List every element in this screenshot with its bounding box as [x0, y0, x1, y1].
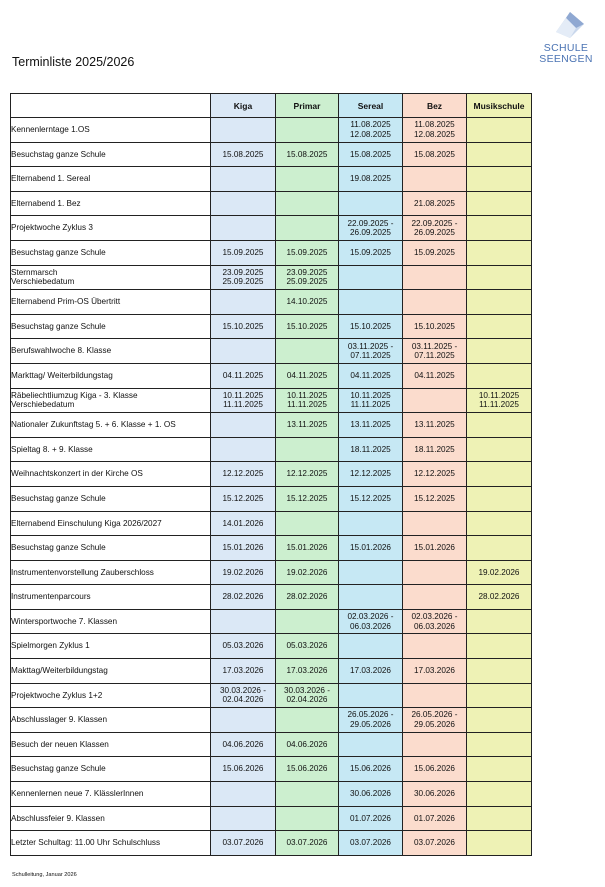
date-cell-sereal	[339, 290, 403, 315]
table-row	[11, 437, 532, 462]
date-cell-musik	[467, 240, 532, 265]
date-cell-bez: 03.11.2025 - 07.11.2025	[403, 339, 467, 364]
date-cell-musik	[467, 167, 532, 192]
table-row	[11, 708, 532, 733]
date-cell-primar	[276, 511, 339, 536]
schedule-table	[10, 93, 532, 856]
date-cell-primar	[276, 216, 339, 241]
date-cell-primar: 17.03.2026	[276, 659, 339, 684]
date-cell-primar: 15.06.2026	[276, 757, 339, 782]
table-row	[11, 782, 532, 807]
table-row	[11, 167, 532, 192]
date-cell-primar: 15.10.2025	[276, 314, 339, 339]
date-cell-bez	[403, 167, 467, 192]
event-cell: Elternabend 1. Sereal	[11, 167, 211, 192]
date-cell-bez: 17.03.2026	[403, 659, 467, 684]
date-cell-sereal: 15.06.2026	[339, 757, 403, 782]
table-row	[11, 290, 532, 315]
event-cell: Abschlussfeier 9. Klassen	[11, 806, 211, 831]
event-cell: Besuchstag ganze Schule	[11, 536, 211, 561]
date-cell-kiga: 30.03.2026 - 02.04.2026	[211, 683, 276, 708]
date-cell-musik	[467, 609, 532, 634]
table-row	[11, 757, 532, 782]
date-cell-primar	[276, 118, 339, 143]
date-cell-musik	[467, 290, 532, 315]
date-cell-musik	[467, 659, 532, 684]
date-cell-musik	[467, 191, 532, 216]
event-cell: Nationaler Zukunftstag 5. + 6. Klasse + 1. OS	[11, 413, 211, 438]
date-cell-primar	[276, 339, 339, 364]
header-event	[11, 94, 211, 118]
event-cell: Besuch der neuen Klassen	[11, 732, 211, 757]
date-cell-musik	[467, 511, 532, 536]
logo-graphic-icon	[554, 10, 586, 40]
date-cell-sereal: 15.08.2025	[339, 142, 403, 167]
date-cell-musik	[467, 782, 532, 807]
date-cell-sereal: 30.06.2026	[339, 782, 403, 807]
event-cell: Markttag/ Weiterbildungstag	[11, 363, 211, 388]
date-cell-kiga	[211, 118, 276, 143]
event-cell: Kennenlerntage 1.OS	[11, 118, 211, 143]
date-cell-musik	[467, 831, 532, 856]
date-cell-primar: 15.08.2025	[276, 142, 339, 167]
table-row	[11, 413, 532, 438]
date-cell-bez: 15.08.2025	[403, 142, 467, 167]
date-cell-bez: 18.11.2025	[403, 437, 467, 462]
date-cell-sereal: 01.07.2026	[339, 806, 403, 831]
date-cell-sereal: 03.07.2026	[339, 831, 403, 856]
date-cell-primar: 10.11.2025 11.11.2025	[276, 388, 339, 413]
date-cell-kiga: 23.09.2025 25.09.2025	[211, 265, 276, 290]
date-cell-musik	[467, 437, 532, 462]
date-cell-bez	[403, 265, 467, 290]
logo-text-line2: SEENGEN	[539, 53, 593, 65]
date-cell-sereal: 04.11.2025	[339, 363, 403, 388]
date-cell-kiga: 04.11.2025	[211, 363, 276, 388]
date-cell-primar: 12.12.2025	[276, 462, 339, 487]
date-cell-musik	[467, 339, 532, 364]
table-row	[11, 585, 532, 610]
date-cell-musik	[467, 462, 532, 487]
date-cell-kiga: 15.01.2026	[211, 536, 276, 561]
date-cell-kiga	[211, 167, 276, 192]
date-cell-bez: 13.11.2025	[403, 413, 467, 438]
footer-note: Schulleitung, Januar 2026	[12, 872, 77, 878]
table-row	[11, 486, 532, 511]
date-cell-primar: 15.01.2026	[276, 536, 339, 561]
event-cell: Besuchstag ganze Schule	[11, 142, 211, 167]
logo-text-line1: SCHULE	[543, 42, 589, 54]
event-cell: Projektwoche Zyklus 1+2	[11, 683, 211, 708]
date-cell-kiga: 15.10.2025	[211, 314, 276, 339]
date-cell-musik	[467, 536, 532, 561]
header-musikschule: Musikschule	[467, 94, 532, 118]
date-cell-sereal	[339, 191, 403, 216]
date-cell-bez: 21.08.2025	[403, 191, 467, 216]
date-cell-primar: 13.11.2025	[276, 413, 339, 438]
table-row	[11, 732, 532, 757]
date-cell-sereal	[339, 511, 403, 536]
date-cell-primar	[276, 708, 339, 733]
date-cell-bez	[403, 290, 467, 315]
event-cell: Projektwoche Zyklus 3	[11, 216, 211, 241]
date-cell-musik	[467, 413, 532, 438]
date-cell-primar	[276, 191, 339, 216]
date-cell-sereal: 11.08.2025 12.08.2025	[339, 118, 403, 143]
date-cell-primar: 04.06.2026	[276, 732, 339, 757]
event-cell: Spielmorgen Zyklus 1	[11, 634, 211, 659]
date-cell-bez: 26.05.2026 - 29.05.2026	[403, 708, 467, 733]
date-cell-musik	[467, 806, 532, 831]
date-cell-musik	[467, 683, 532, 708]
table-row	[11, 634, 532, 659]
event-cell: Elternabend Prim-OS Übertritt	[11, 290, 211, 315]
table-row	[11, 265, 532, 290]
date-cell-sereal	[339, 560, 403, 585]
date-cell-kiga	[211, 290, 276, 315]
table-row	[11, 314, 532, 339]
date-cell-musik	[467, 634, 532, 659]
date-cell-bez	[403, 634, 467, 659]
date-cell-primar	[276, 167, 339, 192]
date-cell-sereal: 22.09.2025 - 26.09.2025	[339, 216, 403, 241]
date-cell-kiga: 10.11.2025 11.11.2025	[211, 388, 276, 413]
date-cell-bez	[403, 683, 467, 708]
date-cell-sereal: 18.11.2025	[339, 437, 403, 462]
date-cell-sereal: 19.08.2025	[339, 167, 403, 192]
table-row	[11, 191, 532, 216]
event-cell: Spieltag 8. + 9. Klasse	[11, 437, 211, 462]
event-cell: Besuchstag ganze Schule	[11, 240, 211, 265]
date-cell-bez: 03.07.2026	[403, 831, 467, 856]
event-cell: Elternabend 1. Bez	[11, 191, 211, 216]
date-cell-sereal: 10.11.2025 11.11.2025	[339, 388, 403, 413]
date-cell-bez: 15.01.2026	[403, 536, 467, 561]
date-cell-musik	[467, 363, 532, 388]
event-cell: Räbeliechtliumzug Kiga - 3. Klasse Verschiebedatum	[11, 388, 211, 413]
date-cell-bez: 15.09.2025	[403, 240, 467, 265]
date-cell-primar: 03.07.2026	[276, 831, 339, 856]
date-cell-primar: 23.09.2025 25.09.2025	[276, 265, 339, 290]
date-cell-bez: 30.06.2026	[403, 782, 467, 807]
table-row	[11, 462, 532, 487]
date-cell-bez	[403, 388, 467, 413]
date-cell-kiga	[211, 806, 276, 831]
date-cell-primar: 19.02.2026	[276, 560, 339, 585]
event-cell: Abschlusslager 9. Klassen	[11, 708, 211, 733]
event-cell: Letzter Schultag: 11.00 Uhr Schulschluss	[11, 831, 211, 856]
date-cell-bez: 15.12.2025	[403, 486, 467, 511]
date-cell-bez: 04.11.2025	[403, 363, 467, 388]
date-cell-kiga: 15.09.2025	[211, 240, 276, 265]
event-cell: Kennenlernen neue 7. KlässlerInnen	[11, 782, 211, 807]
date-cell-sereal: 13.11.2025	[339, 413, 403, 438]
table-row	[11, 240, 532, 265]
date-cell-musik	[467, 708, 532, 733]
event-cell: Instrumentenvorstellung Zauberschloss	[11, 560, 211, 585]
date-cell-musik: 19.02.2026	[467, 560, 532, 585]
date-cell-sereal: 02.03.2026 - 06.03.2026	[339, 609, 403, 634]
date-cell-kiga	[211, 708, 276, 733]
event-cell: Besuchstag ganze Schule	[11, 757, 211, 782]
date-cell-musik	[467, 142, 532, 167]
table-row	[11, 118, 532, 143]
date-cell-primar: 15.09.2025	[276, 240, 339, 265]
date-cell-primar	[276, 806, 339, 831]
date-cell-sereal: 17.03.2026	[339, 659, 403, 684]
date-cell-sereal	[339, 634, 403, 659]
date-cell-bez: 22.09.2025 - 26.09.2025	[403, 216, 467, 241]
table-row	[11, 609, 532, 634]
date-cell-primar: 30.03.2026 - 02.04.2026	[276, 683, 339, 708]
table-row	[11, 806, 532, 831]
date-cell-musik	[467, 314, 532, 339]
date-cell-kiga: 04.06.2026	[211, 732, 276, 757]
date-cell-kiga	[211, 782, 276, 807]
header-sereal: Sereal	[339, 94, 403, 118]
date-cell-primar	[276, 609, 339, 634]
table-row	[11, 142, 532, 167]
header-kiga: Kiga	[211, 94, 276, 118]
header-primar: Primar	[276, 94, 339, 118]
date-cell-bez	[403, 585, 467, 610]
table-row	[11, 216, 532, 241]
date-cell-bez: 01.07.2026	[403, 806, 467, 831]
table-row	[11, 363, 532, 388]
date-cell-musik	[467, 265, 532, 290]
date-cell-kiga: 17.03.2026	[211, 659, 276, 684]
date-cell-sereal	[339, 732, 403, 757]
date-cell-primar: 28.02.2026	[276, 585, 339, 610]
date-cell-primar: 04.11.2025	[276, 363, 339, 388]
table-row	[11, 831, 532, 856]
table-row	[11, 511, 532, 536]
date-cell-sereal: 12.12.2025	[339, 462, 403, 487]
table-row	[11, 536, 532, 561]
date-cell-kiga	[211, 191, 276, 216]
event-cell: Elternabend Einschulung Kiga 2026/2027	[11, 511, 211, 536]
date-cell-sereal: 15.09.2025	[339, 240, 403, 265]
table-row	[11, 388, 532, 413]
date-cell-bez	[403, 560, 467, 585]
date-cell-kiga	[211, 609, 276, 634]
date-cell-bez: 11.08.2025 12.08.2025	[403, 118, 467, 143]
date-cell-primar: 14.10.2025	[276, 290, 339, 315]
date-cell-musik	[467, 757, 532, 782]
date-cell-bez	[403, 732, 467, 757]
date-cell-primar: 05.03.2026	[276, 634, 339, 659]
date-cell-musik	[467, 732, 532, 757]
date-cell-sereal: 15.01.2026	[339, 536, 403, 561]
date-cell-musik: 10.11.2025 11.11.2025	[467, 388, 532, 413]
date-cell-kiga: 19.02.2026	[211, 560, 276, 585]
date-cell-musik: 28.02.2026	[467, 585, 532, 610]
event-cell: Weihnachtskonzert in der Kirche OS	[11, 462, 211, 487]
date-cell-sereal	[339, 265, 403, 290]
date-cell-bez: 15.10.2025	[403, 314, 467, 339]
event-cell: Instrumentenparcours	[11, 585, 211, 610]
date-cell-kiga: 15.06.2026	[211, 757, 276, 782]
event-cell: Berufswahlwoche 8. Klasse	[11, 339, 211, 364]
date-cell-kiga	[211, 413, 276, 438]
event-cell: Besuchstag ganze Schule	[11, 314, 211, 339]
date-cell-musik	[467, 118, 532, 143]
date-cell-primar: 15.12.2025	[276, 486, 339, 511]
date-cell-bez: 12.12.2025	[403, 462, 467, 487]
date-cell-kiga	[211, 216, 276, 241]
date-cell-kiga: 12.12.2025	[211, 462, 276, 487]
date-cell-kiga: 28.02.2026	[211, 585, 276, 610]
date-cell-sereal	[339, 585, 403, 610]
date-cell-kiga: 15.08.2025	[211, 142, 276, 167]
event-cell: Sternmarsch Verschiebedatum	[11, 265, 211, 290]
date-cell-sereal	[339, 683, 403, 708]
event-cell: Wintersportwoche 7. Klassen	[11, 609, 211, 634]
date-cell-primar	[276, 437, 339, 462]
date-cell-sereal: 15.10.2025	[339, 314, 403, 339]
date-cell-sereal: 03.11.2025 - 07.11.2025	[339, 339, 403, 364]
date-cell-bez: 15.06.2026	[403, 757, 467, 782]
date-cell-kiga: 05.03.2026	[211, 634, 276, 659]
page-title: Terminliste 2025/2026	[12, 55, 135, 69]
date-cell-kiga: 03.07.2026	[211, 831, 276, 856]
date-cell-sereal: 26.05.2026 - 29.05.2026	[339, 708, 403, 733]
table-row	[11, 683, 532, 708]
date-cell-kiga	[211, 437, 276, 462]
date-cell-sereal: 15.12.2025	[339, 486, 403, 511]
table-row	[11, 560, 532, 585]
header-row	[11, 94, 532, 118]
date-cell-musik	[467, 486, 532, 511]
date-cell-bez: 02.03.2026 - 06.03.2026	[403, 609, 467, 634]
event-cell: Besuchstag ganze Schule	[11, 486, 211, 511]
school-logo	[536, 10, 596, 68]
header-bez: Bez	[403, 94, 467, 118]
date-cell-kiga: 14.01.2026	[211, 511, 276, 536]
table-row	[11, 659, 532, 684]
date-cell-primar	[276, 782, 339, 807]
date-cell-kiga: 15.12.2025	[211, 486, 276, 511]
event-cell: Makttag/Weiterbildungstag	[11, 659, 211, 684]
date-cell-musik	[467, 216, 532, 241]
date-cell-bez	[403, 511, 467, 536]
table-row	[11, 339, 532, 364]
date-cell-kiga	[211, 339, 276, 364]
